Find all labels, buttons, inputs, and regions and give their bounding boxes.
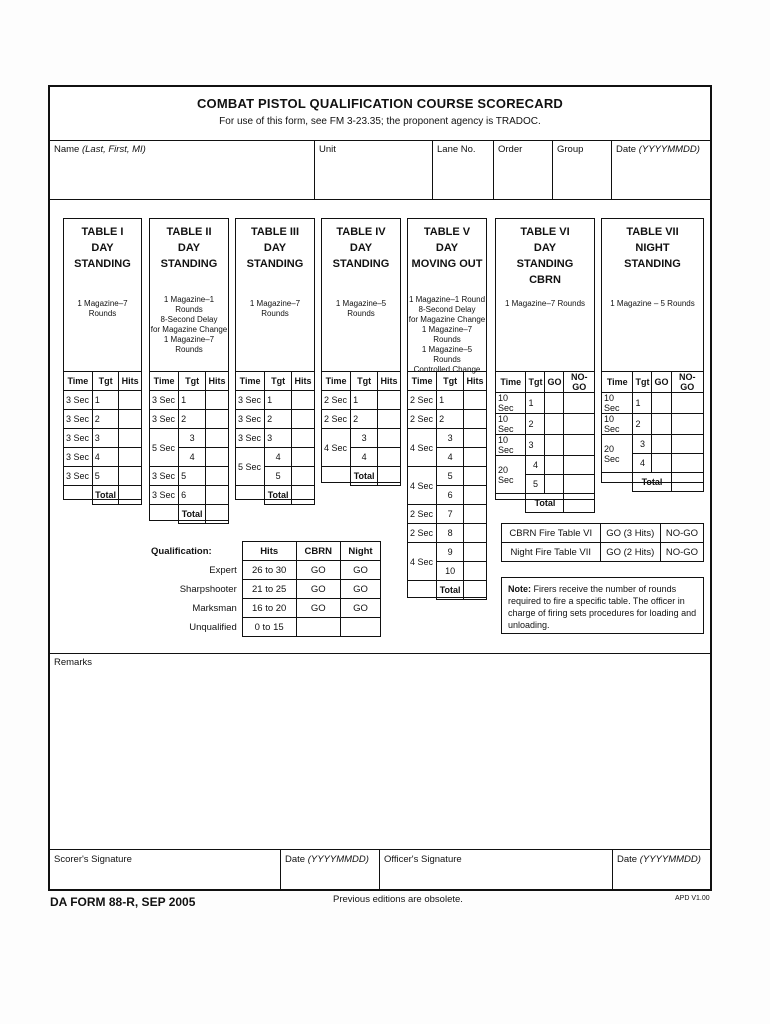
table-cell[interactable] bbox=[464, 581, 487, 600]
qualification-table bbox=[149, 541, 381, 637]
table-cell: 3 bbox=[265, 429, 292, 448]
table-cell[interactable] bbox=[652, 414, 671, 435]
table-cell: 4 bbox=[437, 448, 464, 467]
table-cell: 2 bbox=[526, 414, 545, 435]
table-cell[interactable] bbox=[545, 475, 564, 494]
table-cell: 5 Sec bbox=[236, 448, 265, 486]
table-cell: 3 Sec bbox=[150, 486, 179, 505]
table-cell: Expert bbox=[149, 561, 242, 580]
table-row bbox=[64, 391, 142, 410]
column-header: Hits bbox=[378, 372, 401, 391]
table-cell: 10 Sec bbox=[496, 435, 526, 456]
officer-signature-field[interactable]: Officer's Signature bbox=[380, 850, 613, 891]
table-1-desc: 1 Magazine–7 Rounds bbox=[77, 299, 128, 318]
table-cell[interactable] bbox=[464, 410, 487, 429]
table-cell[interactable] bbox=[119, 429, 142, 448]
table-cell: 4 bbox=[92, 448, 119, 467]
form-number: DA FORM 88-R, SEP 2005 bbox=[50, 895, 196, 909]
scorer-signature-field[interactable]: Scorer's Signature bbox=[50, 850, 281, 891]
table-cell: 2 Sec bbox=[408, 410, 437, 429]
table-cell[interactable] bbox=[119, 391, 142, 410]
table-cell: 1 bbox=[437, 391, 464, 410]
table-cell[interactable] bbox=[206, 505, 229, 524]
table-cell: GO bbox=[296, 580, 340, 599]
table-cell bbox=[150, 505, 179, 524]
table-cell: 20 Sec bbox=[602, 435, 633, 473]
table-cell[interactable] bbox=[292, 448, 315, 467]
table-cell: 4 bbox=[179, 448, 206, 467]
divider bbox=[50, 199, 710, 200]
table-cell bbox=[602, 473, 633, 492]
table-cell[interactable] bbox=[671, 454, 704, 473]
table-cell bbox=[340, 618, 380, 637]
table-cell[interactable] bbox=[206, 410, 229, 429]
table-cell: CBRN Fire Table VI bbox=[502, 524, 601, 543]
table-cell: Marksman bbox=[149, 599, 242, 618]
table-cell: 16 to 20 bbox=[242, 599, 296, 618]
table-cell bbox=[408, 581, 437, 600]
table-cell: Total bbox=[92, 486, 119, 505]
table-cell: 3 Sec bbox=[64, 391, 93, 410]
fire-table-reference bbox=[501, 523, 704, 562]
table-cell: Unqualified bbox=[149, 618, 242, 637]
table-cell: 4 Sec bbox=[322, 429, 351, 467]
table-cell[interactable] bbox=[206, 448, 229, 467]
table-cell: 2 bbox=[265, 410, 292, 429]
table-4-desc: 1 Magazine–5 Rounds bbox=[335, 299, 387, 318]
table-cell[interactable] bbox=[545, 393, 564, 414]
table-5-heading: TABLE V DAY MOVING OUT bbox=[411, 226, 483, 270]
table-cell[interactable] bbox=[464, 543, 487, 562]
table-cell: CBRN bbox=[296, 542, 340, 561]
table-cell[interactable] bbox=[119, 448, 142, 467]
table-7-heading: TABLE VII NIGHT STANDING bbox=[624, 226, 681, 270]
table-cell[interactable] bbox=[378, 391, 401, 410]
table-cell: 9 bbox=[437, 543, 464, 562]
table-cell: 10 bbox=[437, 562, 464, 581]
table-cell: 3 bbox=[179, 429, 206, 448]
group-field[interactable] bbox=[553, 141, 612, 199]
name-label: Name bbox=[54, 144, 80, 155]
table-cell bbox=[296, 618, 340, 637]
table-cell[interactable] bbox=[545, 456, 564, 475]
table-cell: 7 bbox=[437, 505, 464, 524]
table-cell: 1 bbox=[92, 391, 119, 410]
table-cell: 3 bbox=[92, 429, 119, 448]
table-cell: 5 bbox=[92, 467, 119, 486]
table-cell: 4 bbox=[265, 448, 292, 467]
table-cell bbox=[236, 486, 265, 505]
table-cell: 5 bbox=[437, 467, 464, 486]
unit-label: Unit bbox=[319, 144, 336, 155]
table-cell: Total bbox=[265, 486, 292, 505]
table-4-grid bbox=[321, 371, 401, 486]
table-cell: 2 Sec bbox=[408, 524, 437, 543]
note-label: Note: bbox=[508, 584, 531, 594]
table-cell: 4 bbox=[633, 454, 652, 473]
remarks-area[interactable] bbox=[50, 671, 710, 849]
table-cell[interactable] bbox=[464, 486, 487, 505]
table-cell: GO bbox=[296, 561, 340, 580]
table-cell bbox=[496, 494, 526, 513]
table-cell: 3 Sec bbox=[150, 391, 179, 410]
table-cell: 3 Sec bbox=[236, 429, 265, 448]
table-cell: Qualification: bbox=[149, 542, 242, 561]
table-cell[interactable] bbox=[464, 505, 487, 524]
table-cell[interactable] bbox=[564, 456, 595, 475]
table-cell: 21 to 25 bbox=[242, 580, 296, 599]
column-header: Time bbox=[408, 372, 437, 391]
table-cell: 20 Sec bbox=[496, 456, 526, 494]
date-label: Date bbox=[616, 144, 637, 155]
table-3-heading: TABLE III DAY STANDING bbox=[246, 226, 304, 270]
table-2-heading: TABLE II DAY STANDING bbox=[160, 226, 218, 270]
table-cell[interactable] bbox=[378, 410, 401, 429]
table-cell: 0 to 15 bbox=[242, 618, 296, 637]
unit-field[interactable] bbox=[315, 141, 433, 199]
column-header: GO bbox=[545, 372, 564, 393]
table-cell[interactable] bbox=[652, 435, 671, 454]
table-cell: 10 Sec bbox=[496, 393, 526, 414]
table-cell: 2 Sec bbox=[322, 391, 351, 410]
table-cell[interactable] bbox=[652, 454, 671, 473]
table-cell[interactable] bbox=[464, 524, 487, 543]
table-cell bbox=[64, 486, 93, 505]
obsolete-notice: Previous editions are obsolete. bbox=[333, 894, 463, 905]
table-row bbox=[64, 467, 142, 486]
table-row bbox=[64, 429, 142, 448]
table-cell: Total bbox=[179, 505, 206, 524]
table-cell: Hits bbox=[242, 542, 296, 561]
table-cell: 4 bbox=[351, 448, 378, 467]
name-field[interactable] bbox=[50, 141, 315, 199]
table-cell: 3 Sec bbox=[236, 391, 265, 410]
table-cell[interactable] bbox=[464, 562, 487, 581]
table-cell: 1 bbox=[179, 391, 206, 410]
table-cell: 2 bbox=[92, 410, 119, 429]
table-7-grid bbox=[601, 371, 704, 492]
table-5-grid bbox=[407, 371, 487, 600]
table-cell[interactable] bbox=[545, 414, 564, 435]
table-cell[interactable] bbox=[119, 486, 142, 505]
table-row bbox=[64, 448, 142, 467]
column-header: Hits bbox=[206, 372, 229, 391]
table-cell[interactable] bbox=[206, 467, 229, 486]
note-text: Firers receive the number of rounds required to fire a specific table. The officer in charge of firing sets procedures for loading and unloading. bbox=[508, 584, 697, 630]
table-cell: 2 bbox=[633, 414, 652, 435]
table-cell[interactable] bbox=[464, 391, 487, 410]
form-header bbox=[50, 87, 710, 141]
order-label: Order bbox=[498, 144, 523, 155]
column-header: Tgt bbox=[179, 372, 206, 391]
table-cell[interactable] bbox=[671, 414, 704, 435]
column-header: Tgt bbox=[92, 372, 119, 391]
table-cell: GO bbox=[340, 580, 380, 599]
table-cell: 4 bbox=[526, 456, 545, 475]
table-cell[interactable] bbox=[378, 429, 401, 448]
column-header: Hits bbox=[292, 372, 315, 391]
table-cell: 3 Sec bbox=[64, 448, 93, 467]
table-cell[interactable] bbox=[378, 448, 401, 467]
column-header: Hits bbox=[464, 372, 487, 391]
table-cell[interactable] bbox=[292, 410, 315, 429]
table-cell: 10 Sec bbox=[602, 393, 633, 414]
column-header: Time bbox=[602, 372, 633, 393]
column-header: GO bbox=[652, 372, 671, 393]
table-cell bbox=[322, 467, 351, 486]
table-cell[interactable] bbox=[464, 448, 487, 467]
table-cell[interactable] bbox=[671, 435, 704, 454]
date-field[interactable] bbox=[612, 141, 710, 199]
table-cell: GO bbox=[340, 599, 380, 618]
table-cell: GO bbox=[296, 599, 340, 618]
table-cell: 4 Sec bbox=[408, 429, 437, 467]
table-6-desc: 1 Magazine–7 Rounds bbox=[504, 299, 586, 308]
form-subtitle: For use of this form, see FM 3-23.35; the proponent agency is TRADOC. bbox=[219, 116, 541, 127]
table-cell[interactable] bbox=[564, 414, 595, 435]
table-3-grid bbox=[235, 371, 315, 505]
table-1-heading: TABLE I DAY STANDING bbox=[74, 226, 131, 270]
table-cell[interactable] bbox=[464, 429, 487, 448]
table-cell: 3 bbox=[351, 429, 378, 448]
column-header: Tgt bbox=[265, 372, 292, 391]
table-cell: 26 to 30 bbox=[242, 561, 296, 580]
table-cell: 3 Sec bbox=[64, 410, 93, 429]
table-cell: 3 Sec bbox=[150, 410, 179, 429]
remarks-label: Remarks bbox=[54, 657, 93, 668]
table-cell[interactable] bbox=[119, 410, 142, 429]
table-cell[interactable] bbox=[564, 475, 595, 494]
table-cell: NO-GO bbox=[660, 524, 703, 543]
date-hint: (YYYYMMDD) bbox=[638, 144, 700, 155]
table-cell: 3 bbox=[437, 429, 464, 448]
table-cell: 3 bbox=[526, 435, 545, 456]
table-cell[interactable] bbox=[464, 467, 487, 486]
table-cell: 5 bbox=[179, 467, 206, 486]
table-cell: GO (2 Hits) bbox=[600, 543, 660, 562]
scorecard-form bbox=[48, 85, 712, 891]
table-cell[interactable] bbox=[119, 467, 142, 486]
table-cell: 2 bbox=[179, 410, 206, 429]
table-3-desc: 1 Magazine–7 Rounds bbox=[249, 299, 301, 318]
table-cell: GO bbox=[340, 561, 380, 580]
table-cell: 3 Sec bbox=[64, 467, 93, 486]
table-6-grid bbox=[495, 371, 595, 513]
table-2-desc: 1 Magazine–1 Rounds 8-Second Delay for Magazine Change 1 Magazine–7 Rounds bbox=[150, 295, 228, 354]
form-title: COMBAT PISTOL QUALIFICATION COURSE SCORECARD bbox=[196, 96, 564, 111]
table-cell[interactable] bbox=[206, 391, 229, 410]
column-header: Tgt bbox=[351, 372, 378, 391]
table-cell[interactable] bbox=[652, 393, 671, 414]
table-cell: Total bbox=[351, 467, 378, 486]
note-box bbox=[501, 577, 704, 634]
table-cell[interactable] bbox=[292, 391, 315, 410]
table-cell[interactable] bbox=[564, 494, 595, 513]
table-cell: 5 Sec bbox=[150, 429, 179, 467]
table-cell: 6 bbox=[179, 486, 206, 505]
lane-field[interactable] bbox=[433, 141, 494, 199]
table-6-heading: TABLE VI DAY STANDING CBRN bbox=[516, 226, 574, 286]
table-cell: 3 Sec bbox=[64, 429, 93, 448]
table-cell[interactable] bbox=[545, 435, 564, 456]
table-cell: 2 Sec bbox=[322, 410, 351, 429]
table-cell: 2 bbox=[437, 410, 464, 429]
table-1-grid bbox=[63, 371, 142, 505]
table-cell[interactable] bbox=[564, 393, 595, 414]
table-cell: 5 bbox=[265, 467, 292, 486]
table-cell[interactable] bbox=[292, 467, 315, 486]
name-hint: (Last, First, MI) bbox=[81, 144, 146, 155]
table-2-grid bbox=[149, 371, 229, 524]
table-cell[interactable] bbox=[292, 486, 315, 505]
table-cell: GO (3 Hits) bbox=[600, 524, 660, 543]
group-label: Group bbox=[557, 144, 584, 155]
table-cell: 10 Sec bbox=[496, 414, 526, 435]
table-cell: 2 Sec bbox=[408, 505, 437, 524]
column-header: NO-GO bbox=[564, 372, 595, 393]
table-cell[interactable] bbox=[378, 467, 401, 486]
column-header: NO-GO bbox=[671, 372, 704, 393]
table-cell[interactable] bbox=[671, 393, 704, 414]
officer-date-field[interactable]: Date (YYYYMMDD) bbox=[617, 854, 701, 865]
table-cell: 1 bbox=[526, 393, 545, 414]
table-cell: Sharpshooter bbox=[149, 580, 242, 599]
table-4-heading: TABLE IV DAY STANDING bbox=[332, 226, 390, 270]
table-cell[interactable] bbox=[671, 473, 704, 492]
column-header: Tgt bbox=[526, 372, 545, 393]
column-header: Tgt bbox=[437, 372, 464, 391]
apd-version: APD V1.00 bbox=[675, 895, 710, 902]
table-cell: 6 bbox=[437, 486, 464, 505]
table-7-desc: 1 Magazine – 5 Rounds bbox=[610, 299, 695, 308]
scorer-date-field[interactable]: Date (YYYYMMDD) bbox=[281, 850, 380, 891]
table-5-desc: 1 Magazine–1 Round 8-Second Delay for Magazine Change 1 Magazine–7 Rounds 1 Magazine–5 Rounds Controlled Change bbox=[408, 295, 486, 374]
table-cell: 3 bbox=[633, 435, 652, 454]
table-cell: 4 Sec bbox=[408, 467, 437, 505]
column-header: Hits bbox=[119, 372, 142, 391]
column-header: Time bbox=[236, 372, 265, 391]
table-cell: 10 Sec bbox=[602, 414, 633, 435]
table-cell: 2 Sec bbox=[408, 391, 437, 410]
table-cell: 1 bbox=[633, 393, 652, 414]
table-cell: Total bbox=[526, 494, 564, 513]
column-header: Time bbox=[322, 372, 351, 391]
table-cell: 1 bbox=[351, 391, 378, 410]
table-cell: Total bbox=[437, 581, 464, 600]
table-cell: 8 bbox=[437, 524, 464, 543]
table-cell: 3 Sec bbox=[150, 467, 179, 486]
table-cell: Night bbox=[340, 542, 380, 561]
column-header: Tgt bbox=[633, 372, 652, 393]
table-cell: 2 bbox=[351, 410, 378, 429]
table-cell: 3 Sec bbox=[236, 410, 265, 429]
table-cell: Total bbox=[633, 473, 671, 492]
table-row bbox=[64, 410, 142, 429]
column-header: Time bbox=[64, 372, 93, 391]
table-cell[interactable] bbox=[206, 429, 229, 448]
table-cell[interactable] bbox=[564, 435, 595, 456]
table-cell: 4 Sec bbox=[408, 543, 437, 581]
table-cell: 5 bbox=[526, 475, 545, 494]
column-header: Time bbox=[496, 372, 526, 393]
table-cell[interactable] bbox=[292, 429, 315, 448]
table-cell: 1 bbox=[265, 391, 292, 410]
lane-label: Lane No. bbox=[437, 144, 476, 155]
divider bbox=[50, 653, 710, 654]
table-cell: Night Fire Table VII bbox=[502, 543, 601, 562]
column-header: Time bbox=[150, 372, 179, 391]
table-cell[interactable] bbox=[206, 486, 229, 505]
table-cell: NO-GO bbox=[660, 543, 703, 562]
order-field[interactable] bbox=[494, 141, 553, 199]
